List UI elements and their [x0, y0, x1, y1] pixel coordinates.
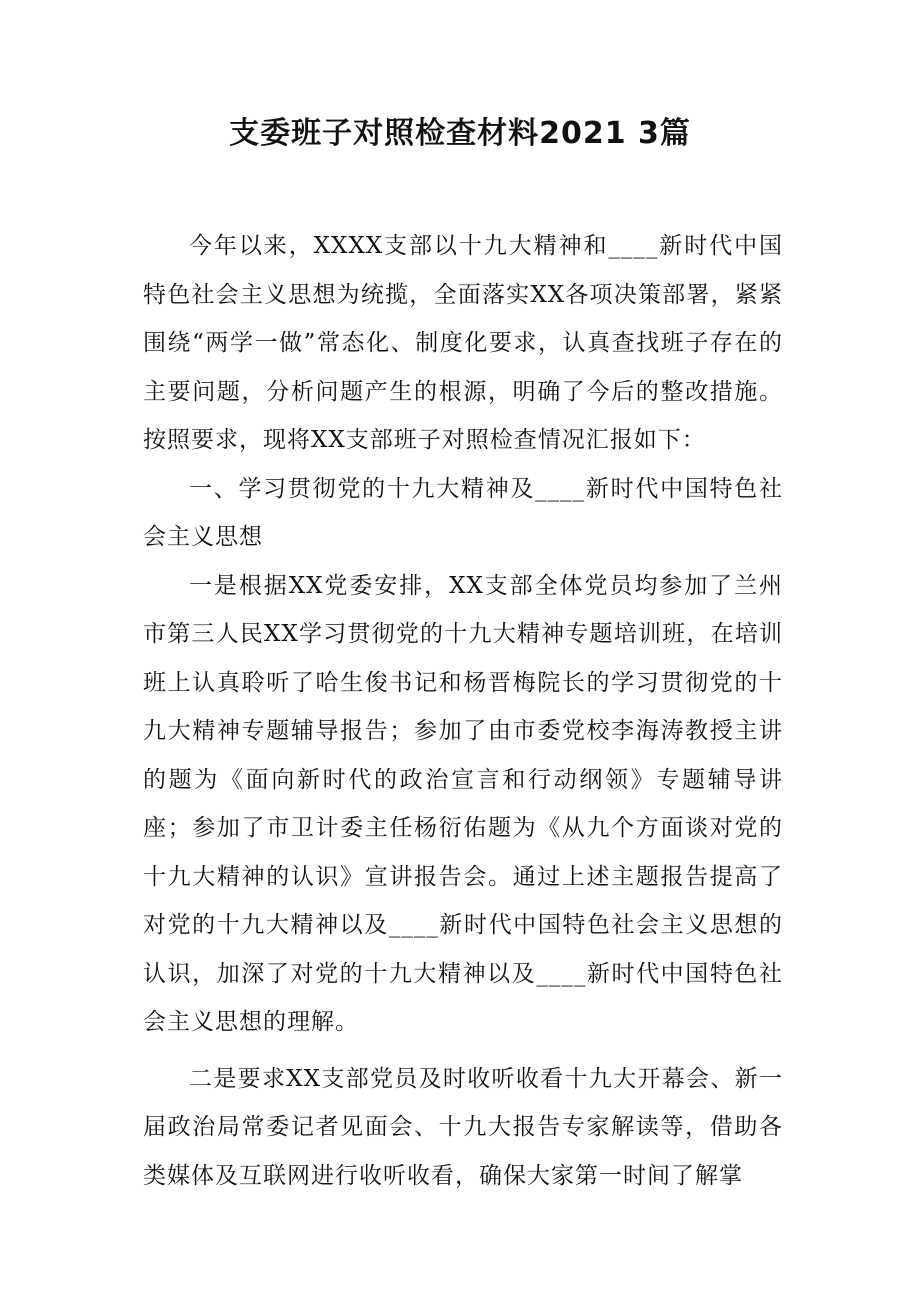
paragraph-section-heading: 一、学习贯彻党的十九大精神及____新时代中国特色社会主义思想 — [143, 475, 783, 550]
document-body — [143, 222, 783, 1200]
paragraph-point-two: 二是要求XX支部党员及时收听收看十九大开幕会、新一届政治局常委记者见面会、十九大报告专家解读等，借助各类媒体及互联网进行收听收看，确保大家第一时间了解掌 — [143, 1065, 783, 1189]
paragraph-point-one: 一是根据XX党委安排，XX支部全体党员均参加了兰州市第三人民XX学习贯彻党的十九大精神专题培训班，在培训班上认真聆听了哈生俊书记和杨晋梅院长的学习贯彻党的十九大精神专题辅导报告；参加了由市委党校李海涛教授主讲的题为《面向新时代的政治宣言和行动纲领》专题辅导讲座；参加了市卫计委主任杨衍佑题为《从九个方面谈对党的十九大精神的认识》宣讲报告会。通过上述主题报告提高了对党的十九大精神以及____新时代中国特色社会主义思想的认识，加深了对党的十九大精神以及____新时代中国特色社会主义思想的理解。 — [143, 572, 783, 1035]
document-title: 支委班子对照检查材料2021 3篇 — [229, 116, 691, 151]
paragraph-intro: 今年以来，XXXX支部以十九大精神和____新时代中国特色社会主义思想为统揽，全面落实XX各项决策部署，紧紧围绕“两学一做”常态化、制度化要求，认真查找班子存在的主要问题，分析问题产生的根源，明确了今后的整改措施。按照要求，现将XX支部班子对照检查情况汇报如下： — [143, 233, 783, 453]
